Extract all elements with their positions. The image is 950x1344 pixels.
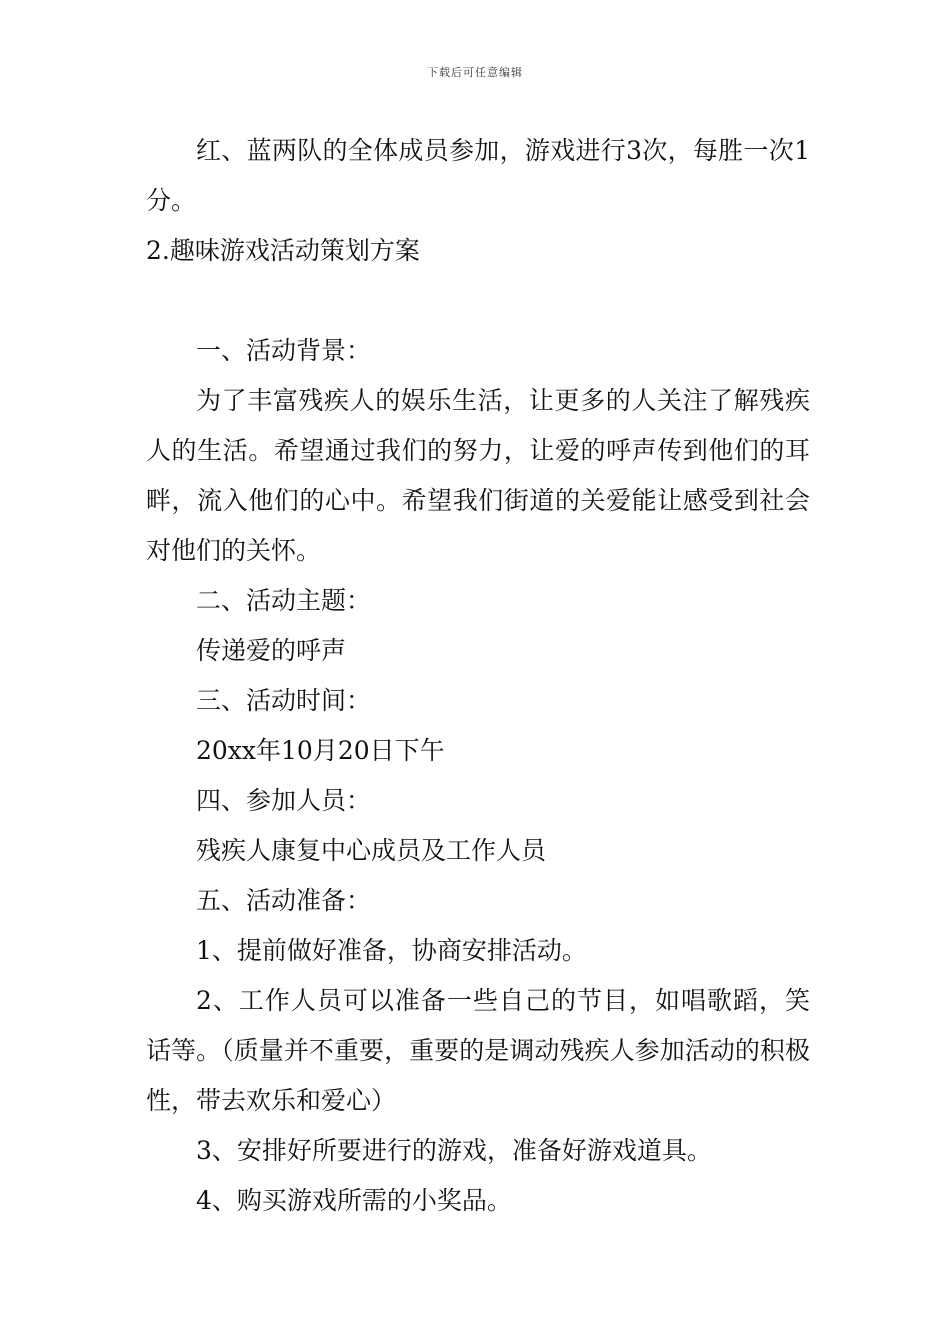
- participants-text: 残疾人康复中心成员及工作人员: [196, 836, 547, 865]
- preparation-heading: 五、活动准备：: [196, 886, 372, 915]
- background-heading: 一、活动背景：: [196, 336, 372, 365]
- background-text: 为了丰富残疾人的娱乐生活，让更多的人关注了解残疾人的生活。希望通过我们的努力，让爱的呼声传到他们的耳畔，流入他们的心中。希望我们街道的关爱能让感受到社会对他们的关怀。: [146, 386, 810, 565]
- section-title: 2.趣味游戏活动策划方案: [146, 236, 420, 265]
- time-text: 20xx年10月20日下午: [196, 736, 445, 765]
- prep-item-1: 1、提前做好准备，协商安排活动。: [196, 936, 587, 965]
- time-heading: 三、活动时间：: [196, 686, 372, 715]
- blank-line: [146, 276, 810, 326]
- prep-item-2: 2、工作人员可以准备一些自己的节目，如唱歌蹈，笑话等。（质量并不重要，重要的是调动残疾人参加活动的积极性，带去欢乐和爱心）: [146, 986, 810, 1115]
- participants-heading: 四、参加人员：: [196, 786, 372, 815]
- prep-item-3: 3、安排好所要进行的游戏，准备好游戏道具。: [196, 1136, 712, 1165]
- document-body: [146, 126, 810, 1226]
- intro-paragraph: 红、蓝两队的全体成员参加，游戏进行3次，每胜一次1分。: [146, 136, 810, 215]
- theme-text: 传递爱的呼声: [196, 636, 347, 665]
- page-header-note: 下载后可任意编辑: [427, 66, 523, 79]
- prep-item-4: 4、购买游戏所需的小奖品。: [196, 1186, 512, 1215]
- theme-heading: 二、活动主题：: [196, 586, 372, 615]
